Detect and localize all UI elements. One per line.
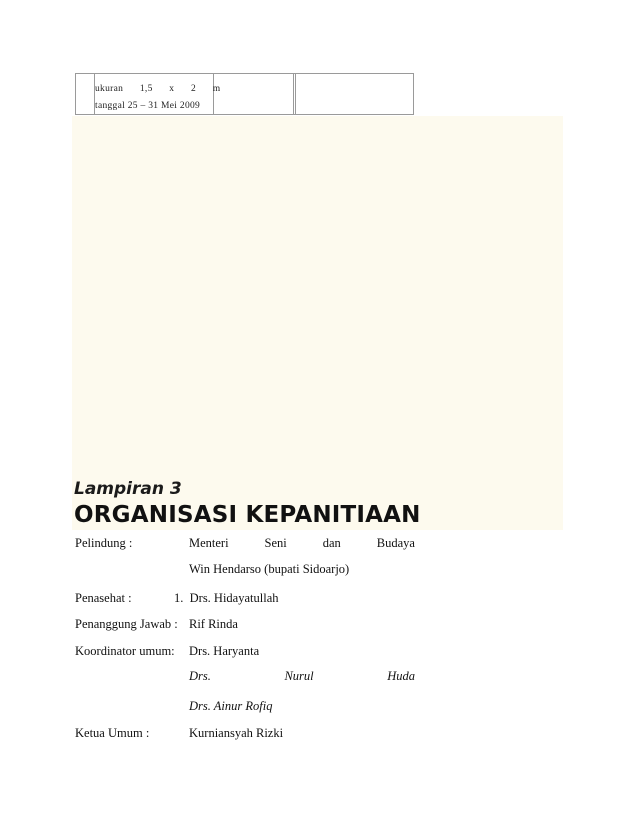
penanggung-jawab-label: Penanggung Jawab : bbox=[75, 617, 178, 631]
pelindung-word: dan bbox=[322, 536, 341, 550]
koordinator-word: Nurul bbox=[284, 669, 314, 683]
penasehat-label: Penasehat : bbox=[75, 591, 132, 605]
table-cell-size: ukuran 1,5 x 2 m bbox=[95, 84, 221, 94]
ketua-umum-value: Kurniansyah Rizki bbox=[189, 726, 284, 740]
koordinator-umum-line2 bbox=[189, 669, 415, 684]
table-column-divider bbox=[293, 74, 294, 114]
koordinator-umum-line3: Drs. Ainur Rofiq bbox=[189, 699, 273, 713]
penasehat-value: 1. Drs. Hidayatullah bbox=[174, 591, 279, 605]
ketua-umum-label: Ketua Umum : bbox=[75, 726, 150, 740]
pelindung-value: Win Hendarso (bupati Sidoarjo) bbox=[189, 562, 350, 576]
koordinator-umum-value: Drs. Haryanta bbox=[189, 644, 260, 658]
table-cell-date: tanggal 25 – 31 Mei 2009 bbox=[95, 101, 201, 111]
pelindung-word: Budaya bbox=[376, 536, 415, 550]
pelindung-word: Seni bbox=[264, 536, 287, 550]
koordinator-word: Huda bbox=[387, 669, 415, 683]
table-column-divider bbox=[295, 74, 296, 114]
pelindung-line1 bbox=[189, 536, 415, 551]
pelindung-word: Menteri bbox=[189, 536, 229, 550]
pelindung-label: Pelindung : bbox=[75, 536, 133, 550]
table-column-divider bbox=[213, 74, 214, 114]
koordinator-word: Drs. bbox=[189, 669, 211, 683]
appendix-label: Lampiran 3 bbox=[74, 479, 182, 499]
penanggung-jawab-value: Rif Rinda bbox=[189, 617, 238, 631]
background-panel bbox=[72, 116, 563, 530]
page-title: ORGANISASI KEPANITIAAN bbox=[74, 502, 421, 528]
koordinator-umum-label: Koordinator umum: bbox=[75, 644, 175, 658]
